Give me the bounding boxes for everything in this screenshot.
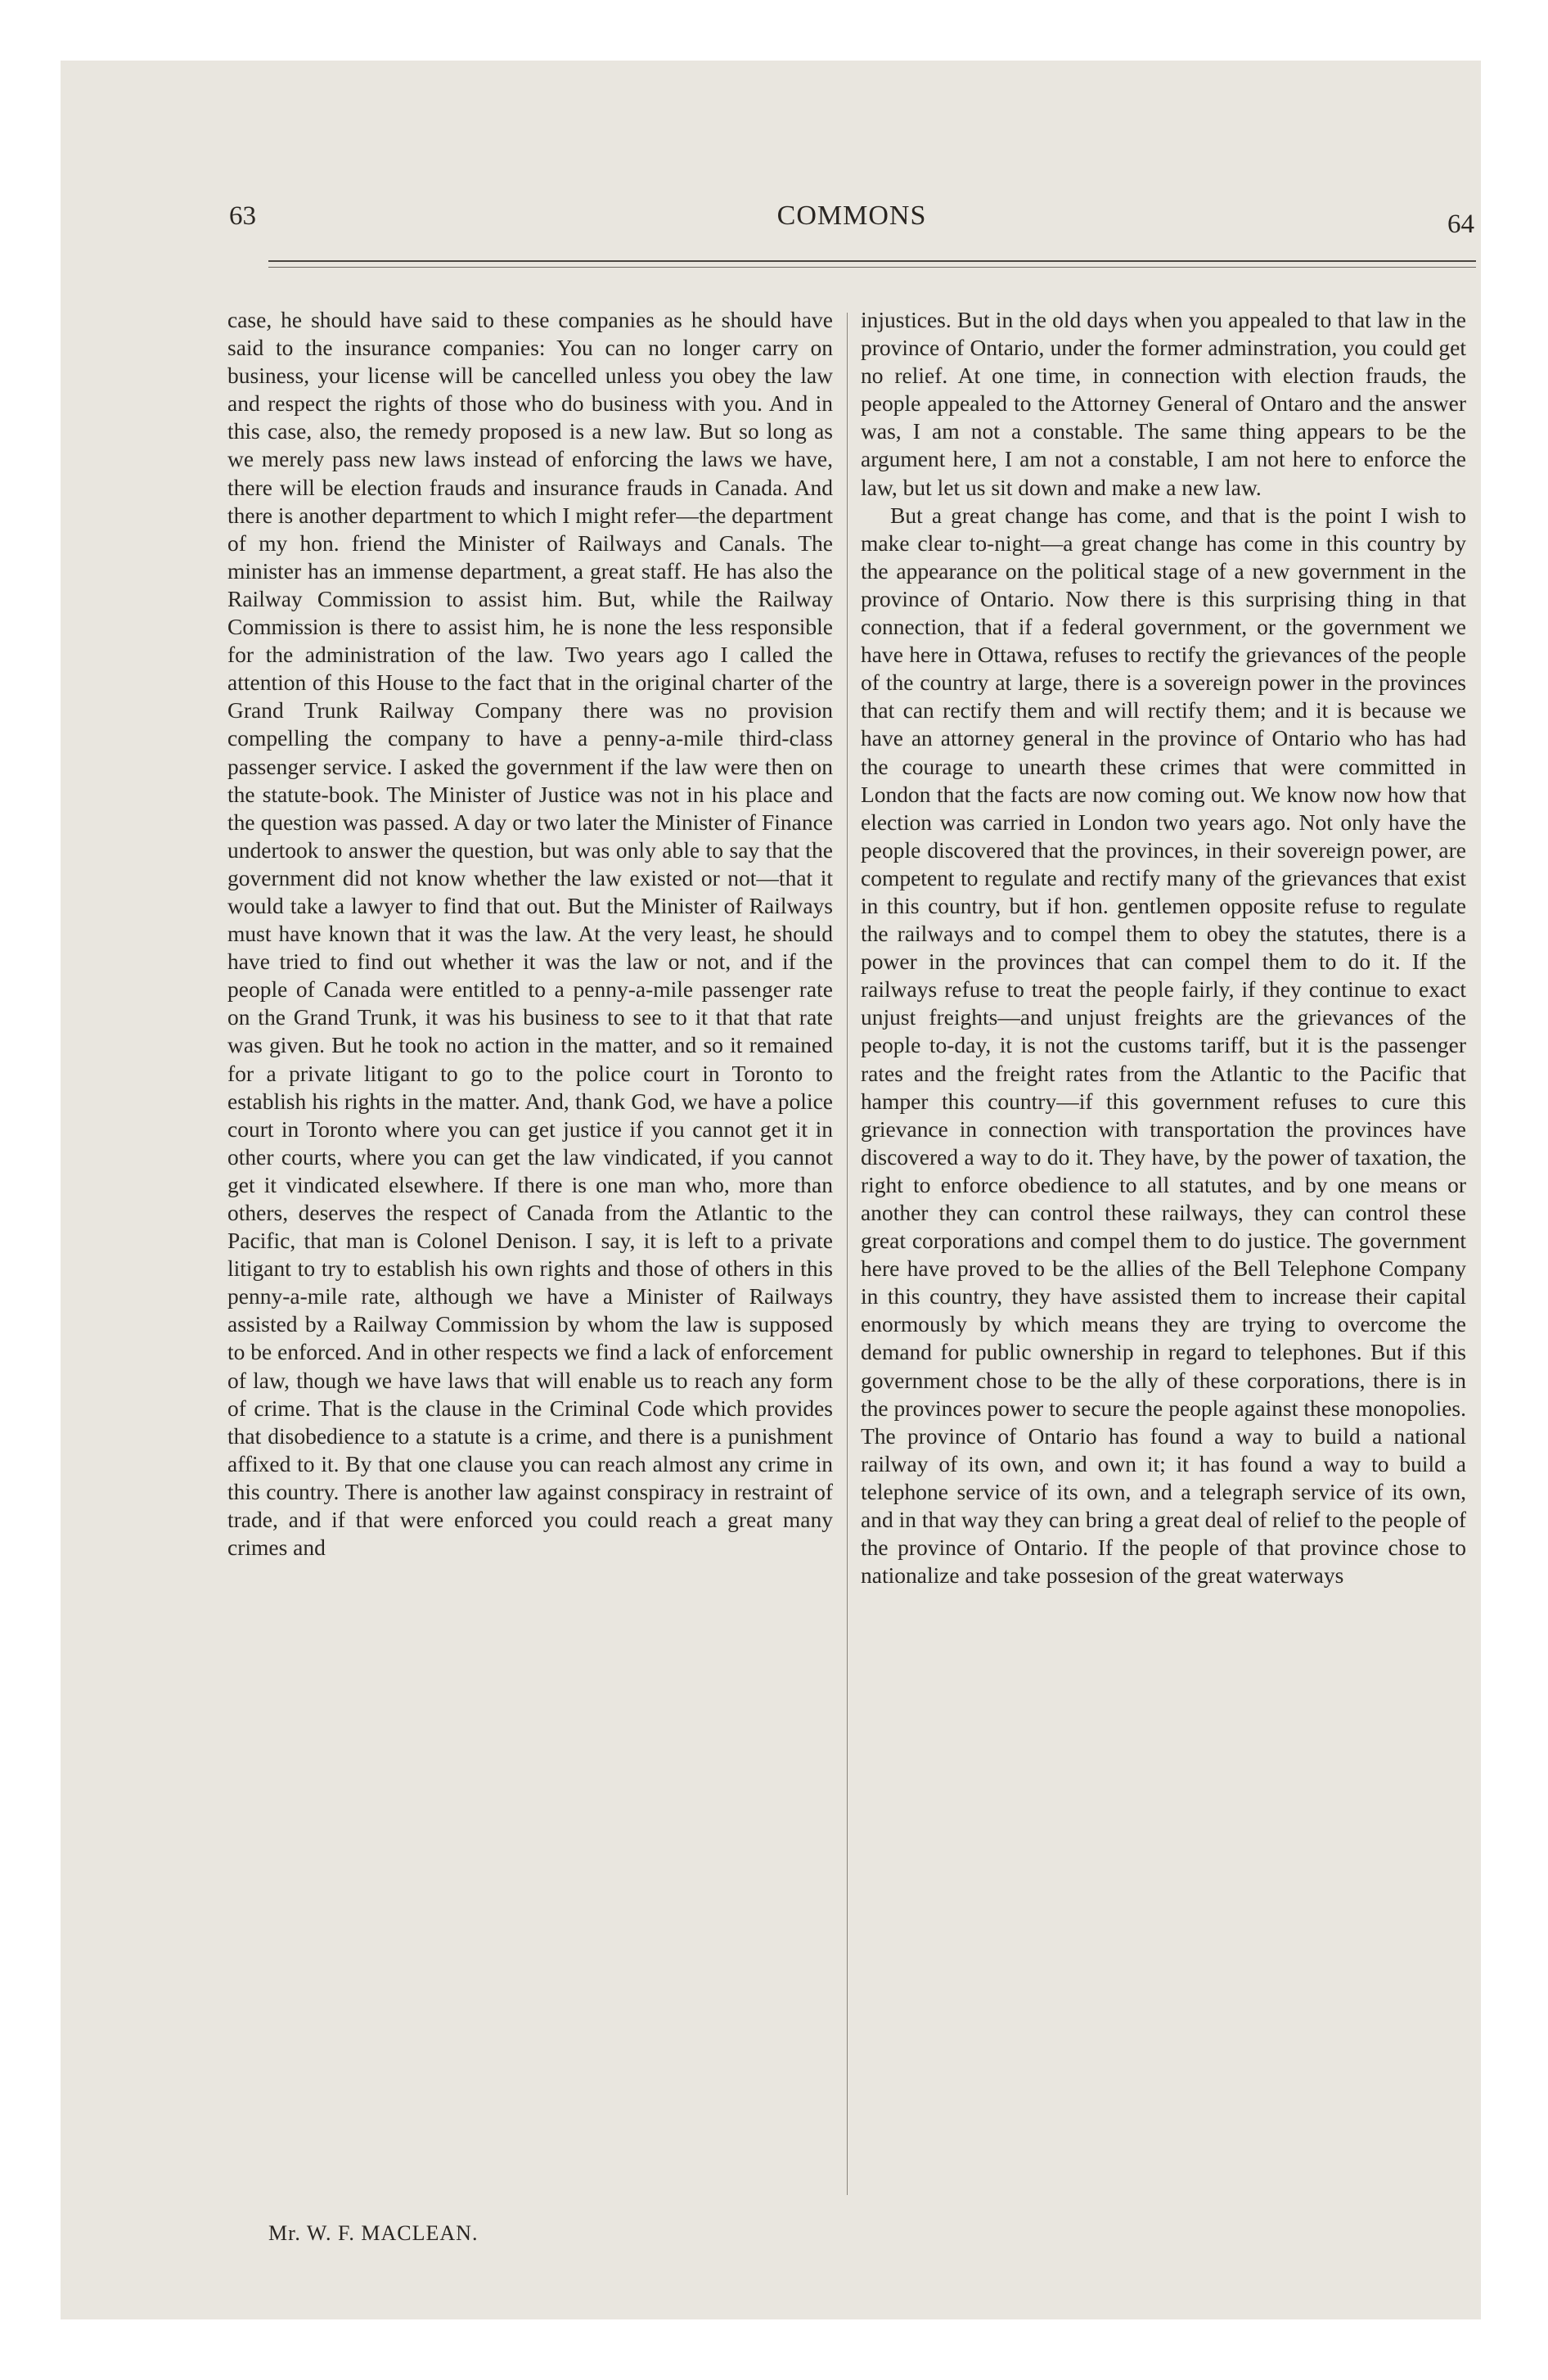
column-divider: [847, 313, 848, 2195]
header-rule: [268, 260, 1476, 268]
page-number-right: 64: [1447, 210, 1474, 239]
paragraph: case, he should have said to these companies as he should have said to the insurance companies: You can no longer carry on business, your license will be cancelled unless you obey the law and respect the rights of those who do business with you. And in this case, also, the remedy proposed is a new law. But so long as we merely pass new laws instead of enforcing the laws we have, there will be election frauds and insurance frauds in Canada. And there is another department to which I might refer—the department of my hon. friend the Minister of Railways and Canals. The minister has an immense department, a great staff. He has also the Railway Commission to assist him. But, while the Railway Commission is there to assist him, he is none the less responsible for the administration of the law. Two years ago I called the attention of this House to the fact that in the original charter of the Grand Trunk Railway Company there was no provision compelling the company to have a penny-a-mile third-class passenger service. I asked the government if the law were then on the statute-book. The Minister of Justice was not in his place and the question was passed. A day or two later the Minister of Finance undertook to answer the question, but was only able to say that the government did not know whether the law existed or not—that it would take a lawyer to find that out. But the Minister of Railways must have known that it was the law. At the very least, he should have tried to find out whether it was the law or not, and if the people of Canada were entitled to a penny-a-mile passenger rate on the Grand Trunk, it was his business to see to it that that rate was given. But he took no action in the matter, and so it remained for a private litigant to go to the police court in Toronto to establish his rights in the matter. And, thank God, we have a police court in Toronto where you can get justice if you cannot get it in other courts, where you can get the law vindicated, if you cannot get it vindicated elsewhere. If there is one man who, more than others, deserves the respect of Canada from the Atlantic to the Pacific, that man is Colonel Denison. I say, it is left to a private litigant to try to establish his own rights and those of others in this penny-a-mile rate, although we have a Minister of Railways assisted by a Railway Commission by whom the law is supposed to be enforced. And in other respects we find a lack of enforcement of law, though we have laws that will enable us to reach any form of crime. That is the clause in the Criminal Code which provides that disobedience to a statute is a crime, and there is a punishment affixed to it. By that one clause you can reach almost any crime in this country. There is another law against conspiracy in restraint of trade, and if that were enforced you could reach a great many crimes and: [227, 307, 833, 1561]
page-number-left: 63: [229, 201, 256, 231]
running-head: COMMONS: [776, 201, 927, 231]
text-columns: [227, 306, 1476, 2197]
scanned-sheet: [61, 61, 1481, 2319]
hansard-page: [227, 195, 1476, 2287]
speaker-footer: Mr. W. F. MACLEAN.: [268, 2221, 479, 2245]
right-column: [861, 306, 1466, 2197]
left-column: [227, 306, 833, 2197]
page-header: [227, 195, 1476, 239]
paragraph: But a great change has come, and that is the point I wish to make clear to-night—a great change has come in this country by the appearance on the political stage of a new government in the province of Ontario. Now there is this surprising thing in that connection, that if a federal government, or the government we have here in Ottawa, refuses to rectify the grievances of the people of the country at large, there is a sovereign power in the provinces that can rectify them and will rectify them; and it is because we have an attorney general in the province of Ontario who has had the courage to unearth these crimes that were committed in London that the facts are now coming out. We know now how that election was carried in London two years ago. Not only have the people discovered that the provinces, in their sovereign power, are competent to regulate and rectify many of the grievances that exist in this country, but if hon. gentlemen opposite refuse to regulate the railways and to compel them to obey the statutes, there is a power in the provinces that can compel them to do it. If the railways refuse to treat the people fairly, if they continue to exact unjust freights—and unjust freights are the grievances of the people to-day, it is not the customs tariff, but it is the passenger rates and the freight rates from the Atlantic to the Pacific that hamper this country—if this government refuses to cure this grievance in connection with transportation the provinces have discovered a way to do it. They have, by the power of taxation, the right to enforce obedience to all statutes, and by one means or another they can control these railways, they can control these great corporations and compel them to do justice. The government here have proved to be the allies of the Bell Telephone Company in this country, they have assisted them to increase their capital enormously by which means they are trying to overcome the demand for public ownership in regard to telephones. But if this government chose to be the ally of these corporations, there is in the provinces power to secure the people against these monopolies. The province of Ontario has found a way to build a national railway of its own, and own it; it has found a way to build a telephone service of its own, and a telegraph service of its own, and in that way they can bring a great deal of relief to the people of the province of Ontario. If the people of that province chose to nationalize and take possesion of the great waterways: [861, 502, 1466, 1589]
paragraph: injustices. But in the old days when you appealed to that law in the province of Ontario, under the former adminstration, you could get no relief. At one time, in connection with election frauds, the people appealed to the Attorney General of Ontaro and the answer was, I am not a constable. The same thing appears to be the argument here, I am not a constable, I am not here to enforce the law, but let us sit down and make a new law.: [861, 307, 1466, 500]
